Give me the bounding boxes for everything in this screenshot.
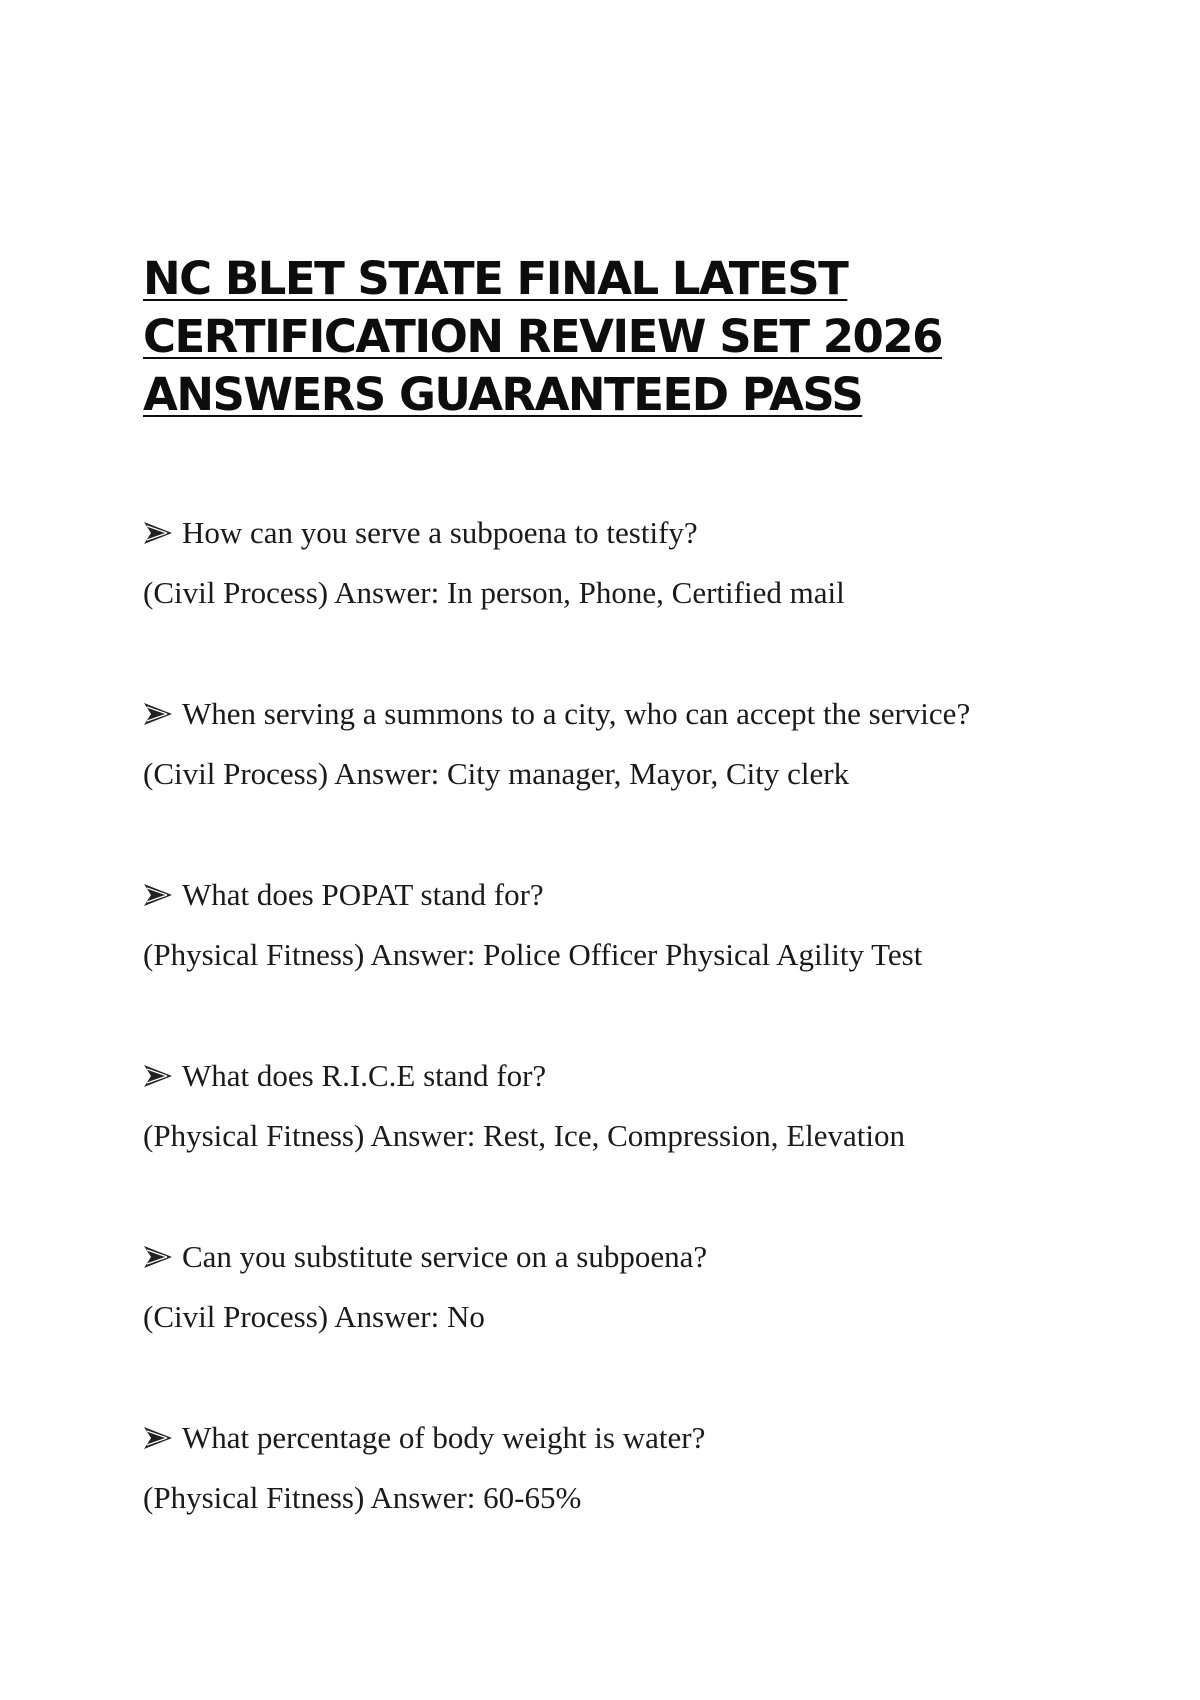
- question: [143, 693, 970, 735]
- arrowhead-bullet-icon: [143, 520, 173, 546]
- question: [143, 874, 544, 916]
- answer: (Civil Process) Answer: In person, Phone, Certified mail: [143, 575, 845, 610]
- answer: (Physical Fitness) Answer: Police Officer Physical Agility Test: [143, 937, 923, 972]
- question-text: When serving a summons to a city, who can accept the service?: [182, 696, 971, 731]
- arrowhead-bullet-icon: [143, 882, 173, 908]
- question-text: How can you serve a subpoena to testify?: [182, 515, 698, 550]
- question-text: What percentage of body weight is water?: [182, 1420, 706, 1455]
- question-text: Can you substitute service on a subpoena?: [182, 1239, 708, 1274]
- question: [143, 1417, 705, 1459]
- qa-list: [143, 512, 1143, 1598]
- question: [143, 512, 698, 554]
- arrowhead-bullet-icon: [143, 1063, 173, 1089]
- question-text: What does POPAT stand for?: [182, 877, 544, 912]
- qa-item: [143, 1417, 1143, 1598]
- arrowhead-bullet-icon: [143, 1244, 173, 1270]
- question: [143, 1236, 707, 1278]
- qa-item: [143, 1055, 1143, 1236]
- title-line: NC BLET STATE FINAL LATEST: [143, 252, 848, 305]
- question-text: What does R.I.C.E stand for?: [182, 1058, 547, 1093]
- answer: (Civil Process) Answer: No: [143, 1299, 485, 1334]
- document-title: [143, 250, 942, 424]
- answer: (Civil Process) Answer: City manager, Mayor, City clerk: [143, 756, 850, 791]
- arrowhead-bullet-icon: [143, 1425, 173, 1451]
- title-line: CERTIFICATION REVIEW SET 2026: [143, 310, 942, 363]
- title-line: ANSWERS GUARANTEED PASS: [143, 368, 863, 421]
- answer: (Physical Fitness) Answer: Rest, Ice, Compression, Elevation: [143, 1118, 905, 1153]
- qa-item: [143, 874, 1143, 1055]
- qa-item: [143, 693, 1143, 874]
- arrowhead-bullet-icon: [143, 701, 173, 727]
- question: [143, 1055, 546, 1097]
- qa-item: [143, 1236, 1143, 1417]
- answer: (Physical Fitness) Answer: 60-65%: [143, 1480, 582, 1515]
- qa-item: [143, 512, 1143, 693]
